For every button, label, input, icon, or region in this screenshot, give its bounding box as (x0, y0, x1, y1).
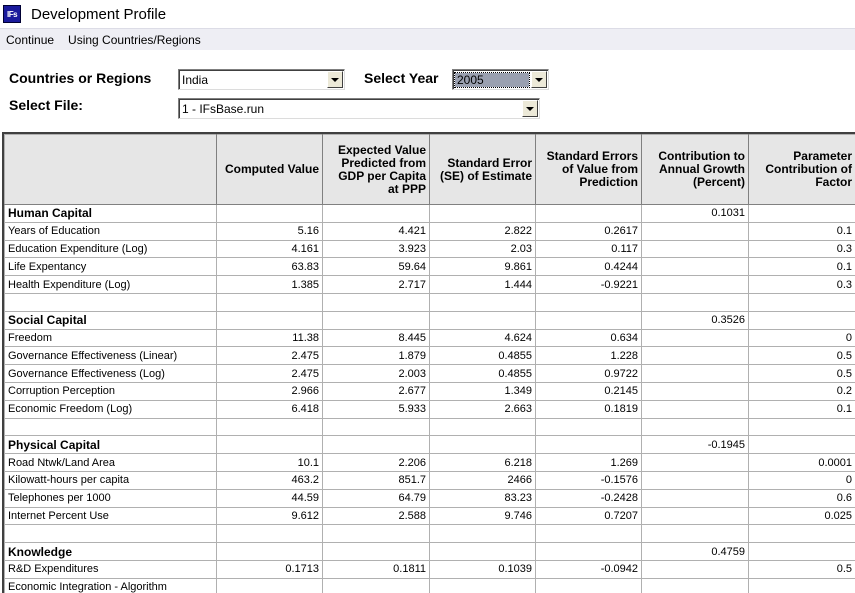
row-label-cell[interactable]: Internet Percent Use (5, 507, 217, 525)
year-dropdown[interactable] (452, 69, 549, 90)
value-cell[interactable] (430, 293, 536, 311)
table-row[interactable] (5, 418, 855, 436)
value-cell[interactable]: 44.59 (217, 489, 323, 507)
table-row[interactable] (5, 578, 855, 593)
value-cell[interactable]: 4.161 (217, 240, 323, 258)
value-cell[interactable]: 64.79 (323, 489, 430, 507)
app-logo-icon: IFs (3, 5, 21, 23)
table-row[interactable] (5, 276, 855, 294)
value-cell[interactable]: 2466 (430, 471, 536, 489)
value-cell[interactable] (642, 400, 749, 418)
value-cell[interactable]: 0.4244 (536, 258, 642, 276)
country-dropdown-button[interactable] (327, 71, 343, 88)
value-cell[interactable] (642, 454, 749, 472)
row-label-cell[interactable]: Human Capital (5, 205, 217, 223)
value-cell[interactable] (642, 293, 749, 311)
column-header[interactable]: Computed Value (217, 135, 323, 205)
country-value: India (182, 73, 209, 87)
table-row[interactable] (5, 471, 855, 489)
row-label-cell[interactable]: Telephones per 1000 (5, 489, 217, 507)
table-row[interactable] (5, 293, 855, 311)
value-cell[interactable]: 5.933 (323, 400, 430, 418)
value-cell[interactable]: 9.612 (217, 507, 323, 525)
row-label-cell[interactable]: Life Expentancy (5, 258, 217, 276)
window-title: Development Profile (31, 5, 167, 23)
table-row[interactable] (5, 311, 855, 329)
value-cell[interactable] (323, 578, 430, 593)
value-cell[interactable]: 0.5 (749, 365, 855, 383)
table-row[interactable] (5, 525, 855, 543)
chevron-down-icon (331, 78, 339, 82)
value-cell[interactable]: 0.1039 (430, 560, 536, 578)
row-label-cell[interactable] (5, 293, 217, 311)
value-cell[interactable]: 0.4759 (642, 543, 749, 561)
table-row[interactable] (5, 560, 855, 578)
value-cell[interactable]: 2.588 (323, 507, 430, 525)
value-cell[interactable] (749, 311, 855, 329)
value-cell[interactable] (642, 347, 749, 365)
row-label-cell[interactable]: Freedom (5, 329, 217, 347)
value-cell[interactable] (430, 311, 536, 329)
countries-label: Countries or Regions (9, 70, 152, 86)
value-cell[interactable]: 2.677 (323, 382, 430, 400)
table-row[interactable] (5, 347, 855, 365)
value-cell[interactable]: 6.418 (217, 400, 323, 418)
value-cell[interactable] (217, 525, 323, 543)
value-cell[interactable] (323, 205, 430, 223)
chevron-down-icon (535, 78, 543, 82)
table-row[interactable] (5, 543, 855, 561)
value-cell[interactable]: 0 (749, 329, 855, 347)
value-cell[interactable] (323, 436, 430, 454)
value-cell[interactable]: 8.445 (323, 329, 430, 347)
selection-panel (0, 50, 855, 132)
row-label-cell[interactable]: Health Expenditure (Log) (5, 276, 217, 294)
value-cell[interactable] (642, 471, 749, 489)
value-cell[interactable]: 0.025 (749, 507, 855, 525)
value-cell[interactable]: 0.2145 (536, 382, 642, 400)
value-cell[interactable]: 0.3 (749, 276, 855, 294)
value-cell[interactable]: 63.83 (217, 258, 323, 276)
value-cell[interactable]: 0.1713 (217, 560, 323, 578)
file-dropdown-button[interactable] (522, 100, 538, 117)
value-cell[interactable] (217, 311, 323, 329)
value-cell[interactable] (323, 525, 430, 543)
value-cell[interactable] (536, 311, 642, 329)
table-row[interactable] (5, 240, 855, 258)
column-header[interactable]: Standard Error (SE) of Estimate (430, 135, 536, 205)
table-row[interactable] (5, 454, 855, 472)
value-cell[interactable]: -0.0942 (536, 560, 642, 578)
value-cell[interactable] (217, 418, 323, 436)
value-cell[interactable]: 1.385 (217, 276, 323, 294)
value-cell[interactable]: 463.2 (217, 471, 323, 489)
value-cell[interactable]: 0.634 (536, 329, 642, 347)
file-value: 1 - IFsBase.run (182, 102, 265, 116)
menu-bar (0, 28, 855, 50)
table-row[interactable] (5, 205, 855, 223)
column-header[interactable] (5, 135, 217, 205)
value-cell[interactable] (642, 525, 749, 543)
value-cell[interactable] (430, 205, 536, 223)
value-cell[interactable]: 9.861 (430, 258, 536, 276)
header-row (5, 135, 855, 205)
row-label-cell[interactable]: Education Expenditure (Log) (5, 240, 217, 258)
value-cell[interactable]: 2.822 (430, 222, 536, 240)
file-dropdown[interactable] (178, 98, 540, 119)
value-cell[interactable]: 0.1031 (642, 205, 749, 223)
value-cell[interactable] (642, 365, 749, 383)
value-cell[interactable]: 9.746 (430, 507, 536, 525)
value-cell[interactable] (536, 436, 642, 454)
value-cell[interactable] (430, 543, 536, 561)
value-cell[interactable]: 0.117 (536, 240, 642, 258)
value-cell[interactable]: 0.1 (749, 222, 855, 240)
value-cell[interactable] (642, 382, 749, 400)
value-cell[interactable] (323, 311, 430, 329)
value-cell[interactable]: 851.7 (323, 471, 430, 489)
value-cell[interactable]: 3.923 (323, 240, 430, 258)
table-row[interactable] (5, 365, 855, 383)
value-cell[interactable]: 0.5 (749, 560, 855, 578)
table-row[interactable] (5, 258, 855, 276)
value-cell[interactable]: 0.9722 (536, 365, 642, 383)
column-header[interactable]: Expected Value Predicted from GDP per Capita at PPP (323, 135, 430, 205)
value-cell[interactable]: 0.3 (749, 240, 855, 258)
value-cell[interactable] (749, 578, 855, 593)
column-header[interactable]: Contribution to Annual Growth (Percent) (642, 135, 749, 205)
value-cell[interactable] (536, 293, 642, 311)
row-label-cell[interactable]: Economic Integration - Algorithm (5, 578, 217, 593)
row-label-cell[interactable]: R&D Expenditures (5, 560, 217, 578)
value-cell[interactable] (323, 543, 430, 561)
value-cell[interactable] (536, 525, 642, 543)
value-cell[interactable]: -0.9221 (536, 276, 642, 294)
value-cell[interactable]: 1.879 (323, 347, 430, 365)
value-cell[interactable]: -0.1945 (642, 436, 749, 454)
value-cell[interactable]: 4.624 (430, 329, 536, 347)
row-label-cell[interactable]: Years of Education (5, 222, 217, 240)
value-cell[interactable]: 4.421 (323, 222, 430, 240)
value-cell[interactable] (536, 205, 642, 223)
value-cell[interactable] (430, 436, 536, 454)
value-cell[interactable]: 0.6 (749, 489, 855, 507)
year-dropdown-button[interactable] (531, 71, 547, 88)
value-cell[interactable] (642, 418, 749, 436)
menu-using-countries-regions[interactable]: Using Countries/Regions (68, 32, 201, 47)
value-cell[interactable]: -0.2428 (536, 489, 642, 507)
country-dropdown[interactable] (178, 69, 345, 90)
value-cell[interactable] (217, 293, 323, 311)
value-cell[interactable] (642, 222, 749, 240)
table-row[interactable] (5, 382, 855, 400)
row-label-cell[interactable]: Economic Freedom (Log) (5, 400, 217, 418)
value-cell[interactable]: 2.663 (430, 400, 536, 418)
value-cell[interactable]: 0.1 (749, 258, 855, 276)
table-row[interactable] (5, 222, 855, 240)
value-cell[interactable] (642, 507, 749, 525)
value-cell[interactable] (323, 418, 430, 436)
file-label: Select File: (9, 97, 83, 113)
menu-continue[interactable]: Continue (6, 32, 55, 47)
table-row[interactable] (5, 400, 855, 418)
value-cell[interactable] (749, 418, 855, 436)
value-cell[interactable]: 0.1 (749, 400, 855, 418)
value-cell[interactable]: 83.23 (430, 489, 536, 507)
value-cell[interactable]: 2.206 (323, 454, 430, 472)
value-cell[interactable] (217, 578, 323, 593)
column-header[interactable]: Standard Errors of Value from Prediction (536, 135, 642, 205)
value-cell[interactable]: -0.1576 (536, 471, 642, 489)
title-bar (0, 0, 855, 28)
row-label-cell[interactable]: Governance Effectiveness (Log) (5, 365, 217, 383)
value-cell[interactable] (217, 543, 323, 561)
value-cell[interactable]: 0.0001 (749, 454, 855, 472)
row-label-cell[interactable]: Road Ntwk/Land Area (5, 454, 217, 472)
value-cell[interactable]: 11.38 (217, 329, 323, 347)
value-cell[interactable] (749, 205, 855, 223)
value-cell[interactable]: 6.218 (430, 454, 536, 472)
row-label-cell[interactable]: Social Capital (5, 311, 217, 329)
value-cell[interactable] (217, 436, 323, 454)
value-cell[interactable] (642, 258, 749, 276)
row-label-cell[interactable]: Knowledge (5, 543, 217, 561)
value-cell[interactable] (323, 293, 430, 311)
row-label-cell[interactable]: Governance Effectiveness (Linear) (5, 347, 217, 365)
value-cell[interactable]: 0 (749, 471, 855, 489)
column-header[interactable]: Parameter Contribution of Factor (749, 135, 855, 205)
value-cell[interactable]: 0.4855 (430, 365, 536, 383)
profile-grid[interactable] (2, 132, 855, 593)
value-cell[interactable] (749, 543, 855, 561)
table-row[interactable] (5, 489, 855, 507)
value-cell[interactable]: 0.7207 (536, 507, 642, 525)
value-cell[interactable] (536, 418, 642, 436)
value-cell[interactable]: 1.444 (430, 276, 536, 294)
value-cell[interactable] (536, 543, 642, 561)
value-cell[interactable]: 0.2617 (536, 222, 642, 240)
chevron-down-icon (526, 107, 534, 111)
value-cell[interactable]: 0.3526 (642, 311, 749, 329)
value-cell[interactable]: 2.475 (217, 347, 323, 365)
value-cell[interactable] (430, 525, 536, 543)
value-cell[interactable]: 10.1 (217, 454, 323, 472)
value-cell[interactable] (749, 436, 855, 454)
value-cell[interactable] (642, 560, 749, 578)
profile-table (4, 134, 855, 593)
value-cell[interactable] (430, 578, 536, 593)
row-label-cell[interactable] (5, 418, 217, 436)
value-cell[interactable]: 0.1819 (536, 400, 642, 418)
value-cell[interactable] (430, 418, 536, 436)
value-cell[interactable]: 59.64 (323, 258, 430, 276)
value-cell[interactable] (749, 293, 855, 311)
value-cell[interactable]: 1.228 (536, 347, 642, 365)
value-cell[interactable]: 0.5 (749, 347, 855, 365)
year-label: Select Year (364, 70, 439, 86)
value-cell[interactable]: 2.966 (217, 382, 323, 400)
value-cell[interactable]: 2.475 (217, 365, 323, 383)
year-value: 2005 (455, 73, 529, 87)
value-cell[interactable]: 2.003 (323, 365, 430, 383)
value-cell[interactable] (642, 240, 749, 258)
value-cell[interactable] (217, 205, 323, 223)
value-cell[interactable]: 5.16 (217, 222, 323, 240)
value-cell[interactable]: 0.4855 (430, 347, 536, 365)
value-cell[interactable] (642, 329, 749, 347)
value-cell[interactable]: 0.2 (749, 382, 855, 400)
row-label-cell[interactable] (5, 525, 217, 543)
row-label-cell[interactable]: Corruption Perception (5, 382, 217, 400)
table-body (5, 205, 855, 593)
row-label-cell[interactable]: Kilowatt-hours per capita (5, 471, 217, 489)
value-cell[interactable]: 0.1811 (323, 560, 430, 578)
value-cell[interactable] (642, 489, 749, 507)
value-cell[interactable] (642, 578, 749, 593)
value-cell[interactable]: 1.349 (430, 382, 536, 400)
value-cell[interactable]: 2.03 (430, 240, 536, 258)
value-cell[interactable] (536, 578, 642, 593)
table-row[interactable] (5, 507, 855, 525)
value-cell[interactable]: 1.269 (536, 454, 642, 472)
value-cell[interactable] (642, 276, 749, 294)
value-cell[interactable] (749, 525, 855, 543)
table-row[interactable] (5, 329, 855, 347)
value-cell[interactable]: 2.717 (323, 276, 430, 294)
row-label-cell[interactable]: Physical Capital (5, 436, 217, 454)
table-row[interactable] (5, 436, 855, 454)
